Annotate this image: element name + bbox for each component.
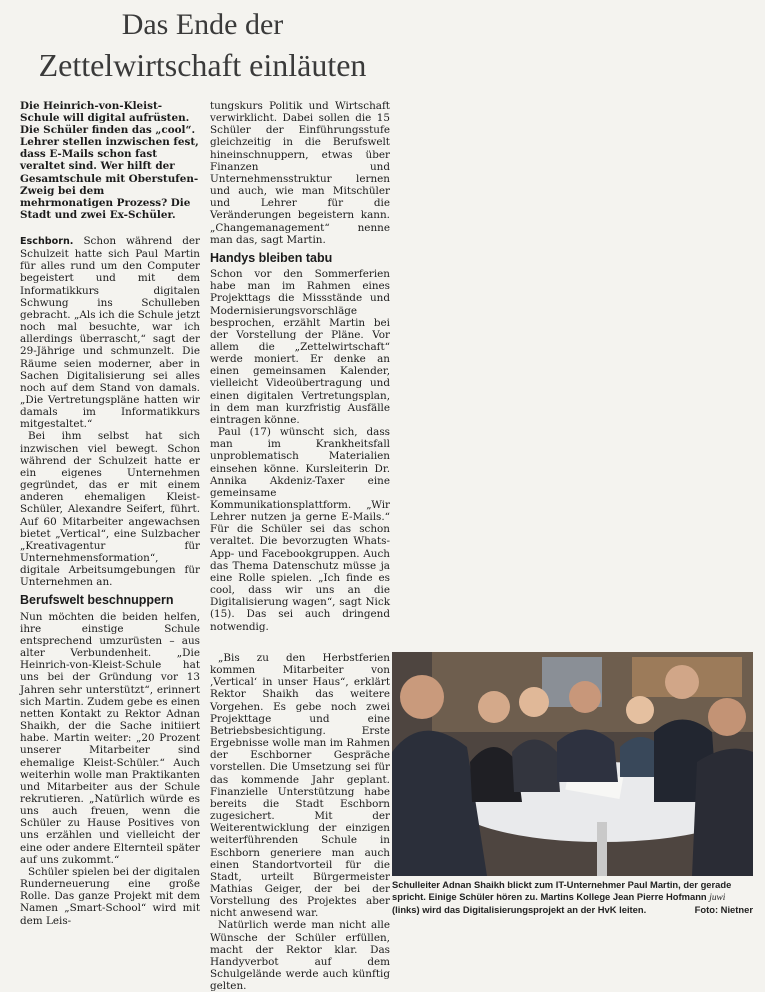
article-paragraph: Schon vor den Sommerferien habe man im Rahmen eines Projekttags die Missstände und Modernisierungsvorschläge besprochen, erzählt Martin bei der Vorstellung der Pläne. Vor allem die „Zettelwirtschaft“ werde moniert. Er denke an einen gemeinsamen Kalender, vielleicht Videoübertragung und einen digitalen Vertretungsplan, in dem man kurzfristig Ausfälle eintragen könne. — [210, 268, 390, 426]
article-paragraph: Nun möchten die beiden helfen, ihre einstige Schule entsprechend umzurüsten – aus alter Verbundenheit. „Die Heinrich-von-Kleist-Schule hat uns bei der Gründung vor 13 Jahren sehr unterstützt“, erinnert sich Martin. Zudem gebe es einen netten Kontakt zu Rektor Adnan Shaikh, der die Sache initiiert habe. Martin weiter: „20 Prozent unserer Mitarbeiter sind ehemalige Kleist-Schüler.“ Auch weiterhin wolle man Praktikanten und Mitarbeiter aus der Schule rekrutieren. „Natürlich würde es uns auch freuen, wenn die Schüler zu Hause Positives von uns erzählen und vielleicht der eine oder andere Elternteil später auf uns zukommt.“ — [20, 610, 200, 866]
dateline: Eschborn. — [20, 235, 74, 247]
subheading-handys: Handys bleiben tabu — [210, 250, 333, 265]
lead-paragraph: Die Heinrich-von-Kleist-Schule will digital aufrüsten. Die Schüler finden das „cool“. Lehrer stellen inzwischen fest, dass E-Mails schon fast veraltet sind. Wer hilft der Gesamtschule mit Oberstufen-Zweig bei dem mehrmonatigen Prozess? Die Stadt und zwei Ex-Schüler. — [20, 100, 199, 221]
article-photo — [392, 652, 753, 876]
caption-text: Schulleiter Adnan Shaikh blickt zum IT-Unternehmer Paul Martin, der gerade spricht. Einige Schüler hören zu. Martins Kollege Jean Pierre Hofmann — [392, 879, 732, 903]
photo-caption — [392, 879, 753, 917]
photo-credit: Foto: Nietner — [694, 904, 753, 916]
article-column-2-continued — [210, 652, 390, 992]
article-paragraph: tungskurs Politik und Wirtschaft verwirklicht. Dabei sollen die 15 Schüler der Einführungsstufe gleichzeitig in die Berufswelt hineinschnuppern, etwas über Finanzen und Unternehmensstruktur lernen und auch, wie man Mitschüler und Lehrer für die Veränderungen begeistern kann. „Changemanagement“ nenne man das, sagt Martin. — [210, 100, 390, 246]
article-paragraph: „Bis zu den Herbstferien kommen Mitarbeiter von ‚Vertical‘ in unser Haus“, erklärt Rektor Shaikh das weitere Vorgehen. Es gebe noch zwei Projekttage und eine Betriebsbesichtigung. Erste Ergebnisse wolle man im Rahmen der Eschborner Gespräche vorstellen. Die Umsetzung sei für das kommende Jahr geplant. Finanzielle Unterstützung habe bereits die Stadt Eschborn zugesichert. Mit der Weiterentwicklung der einzigen weiterführenden Schule in Eschborn generiere man auch einen Standortvorteil für die Stadt, urteilt Bürgermeister Mathias Geiger, der bei der Vorstellung des Projektes aber nicht anwesend war. — [210, 652, 390, 920]
article-paragraph: Schüler spielen bei der digitalen Runderneuerung eine große Rolle. Das ganze Projekt mit dem Namen „Smart-School“ wird mit dem Leis- — [20, 865, 200, 927]
subheading-berufswelt: Berufswelt beschnuppern — [20, 593, 174, 608]
headline-line-2: Zettelwirtschaft einläuten — [38, 47, 367, 83]
paragraph-text: Schon während der Schulzeit hatte sich Paul Martin für alles rund um den Computer begeistert und mit dem Informatikkurs digitalen Schwung ins Schulleben gebracht. „Als ich die Schule jetzt noch mal besuchte, war ich allerdings überrascht,“ sagt der 29-Jährige und schmunzelt. Die Räume seien moderner, aber in Sachen Digitalisierung sei alles noch auf dem Stand von damals. „Die Vertretungspläne hatten wir damals im Informatikkurs mitgestaltet.“ — [20, 234, 200, 431]
article-column-2 — [210, 100, 390, 652]
headline-line-1: Das Ende der — [121, 8, 284, 41]
photo-illustration — [392, 652, 753, 876]
article-paragraph: Bei ihm selbst hat sich inzwischen viel bewegt. Schon während der Schulzeit hatte er ein eigenes Unternehmen gegründet, das er mit einem anderen ehemaligen Kleist-Schüler, Alexandre Seifert, führt. Auf 60 Mitarbeiter angewachsen bietet „Vertical“, eine Sulzbacher „Kreativagentur für Unternehmensformation“, digitale Arbeitsumgebungen für Unternehmen an. — [20, 430, 200, 589]
caption-text-2: (links) wird das Digitalisierungsprojekt an der HvK leiten. — [392, 904, 647, 916]
article-paragraph: Natürlich werde man nicht alle Wünsche der Schüler erfüllen, macht der Rektor klar. Das Handyverbot auf dem Schulgelände werde auch künftig gelten. — [210, 919, 390, 992]
article-column-1 — [20, 100, 200, 926]
article-paragraph: Paul (17) wünscht sich, dass man im Krankheitsfall unproblematisch Materialien einsehen könne. Kursleiterin Dr. Annika Akdeniz-Taxer eine gemeinsame Kommunikationsplattform. „Wir Lehrer nutzen ja gerne E-Mails.“ Für die Schüler sei das schon veraltet. Die bevorzugten Whats-App- und Facebookgruppen. Auch das Thema Datenschutz müsse ja eine Rolle spielen. „Ich finde es cool, dass wir uns an die Digitalisierung wagen“, sagt Nick (15). Das sei auch dringend notwendig. — [210, 426, 390, 633]
article-paragraph — [20, 235, 200, 431]
caption-byline: juwi — [709, 893, 726, 904]
